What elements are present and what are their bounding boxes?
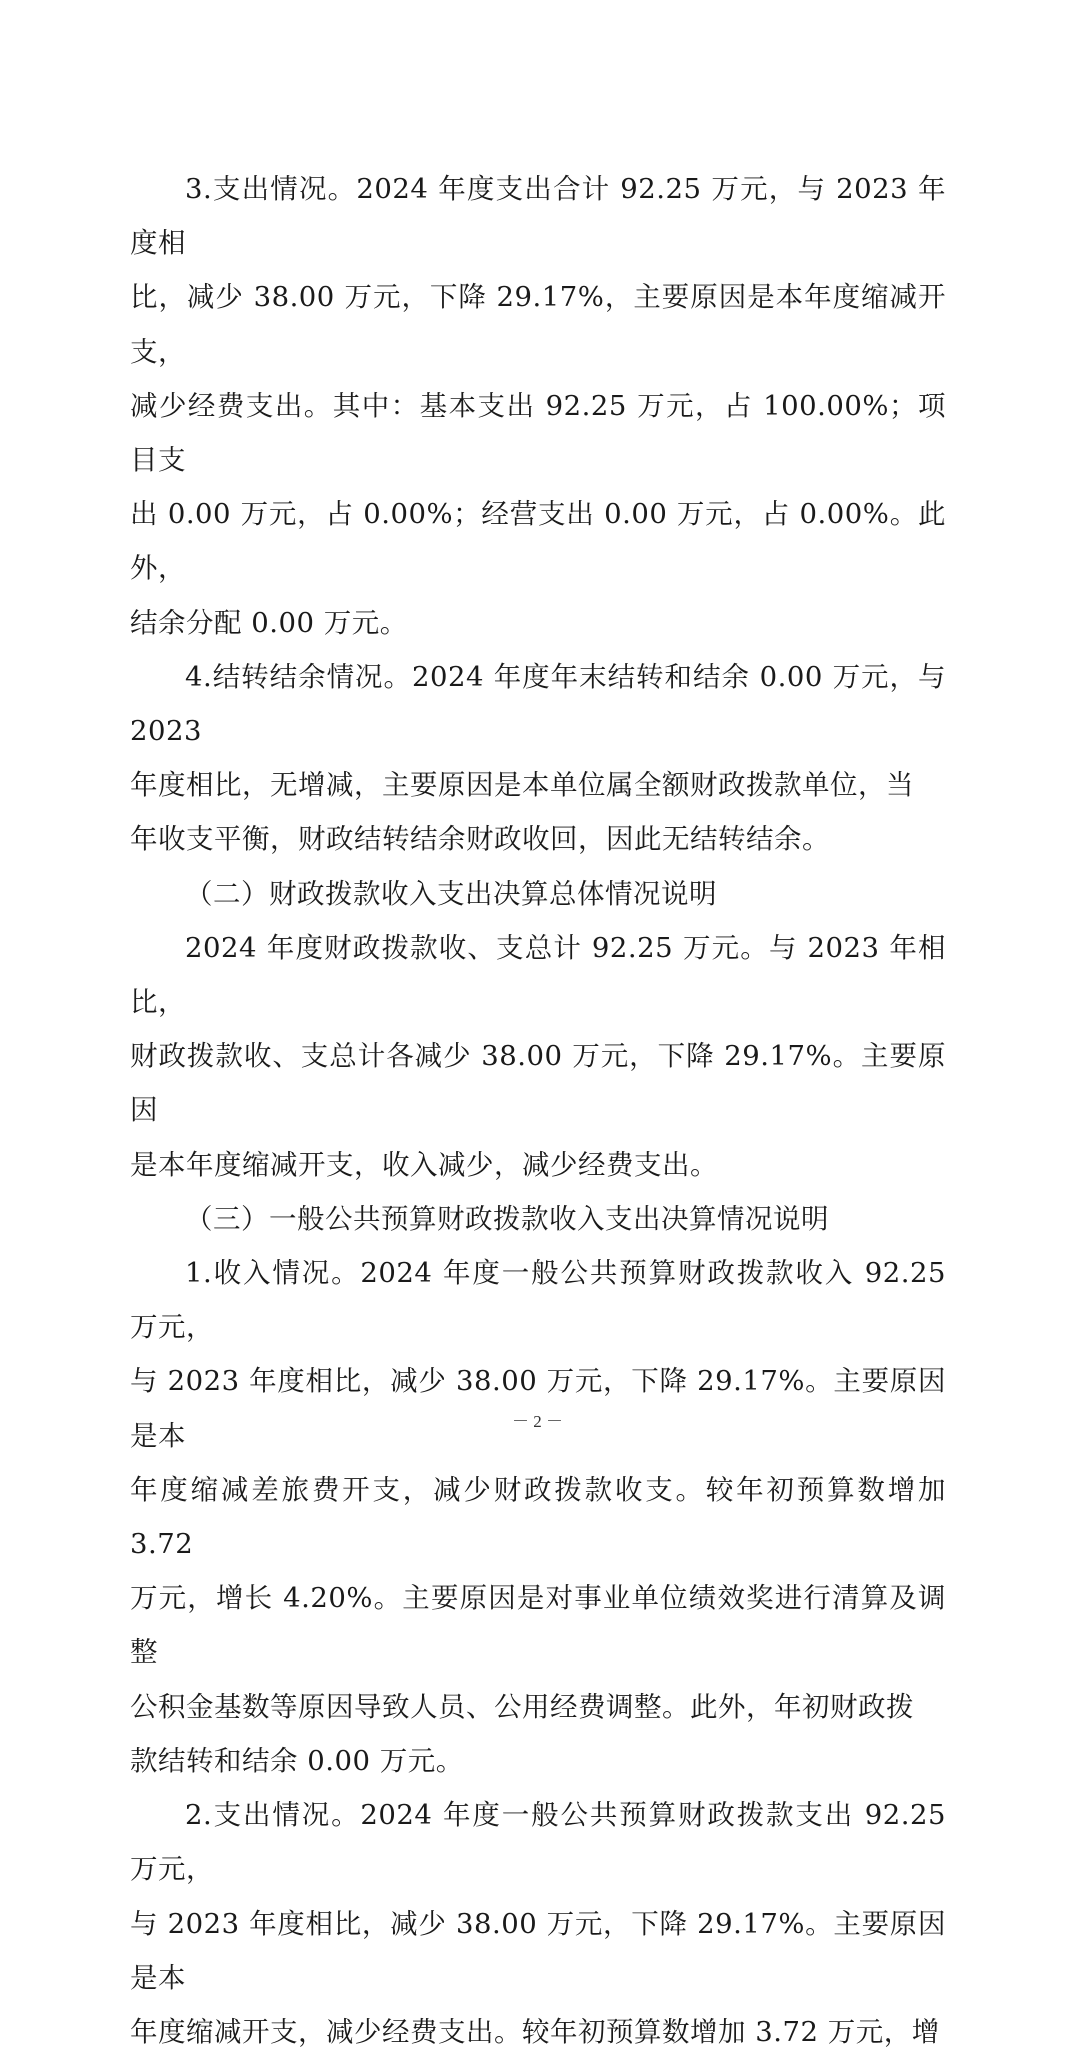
section-heading-2: （二）财政拨款收入支出决算总体情况说明: [185, 877, 717, 910]
document-body: [130, 162, 946, 2059]
paragraph-carryover: 4.结转结余情况。2024 年度年末结转和结余 0.00 万元，与 2023 年度相比，无增减，主要原因是本单位属全额财政拨款单位，当 年收支平衡，财政结转结余财政收回，因此无结转结余。: [130, 660, 946, 856]
page-number: － 2 －: [512, 1412, 563, 1431]
paragraph-fiscal-overview: 2024 年度财政拨款收、支总计 92.25 万元。与 2023 年相比， 财政拨款收、支总计各减少 38.00 万元，下降 29.17%。主要原因 是本年度缩减开支，收入减少，减少经费支出。: [130, 931, 946, 1181]
section-heading-3: （三）一般公共预算财政拨款收入支出决算情况说明: [185, 1202, 829, 1235]
paragraph-income: 1.收入情况。2024 年度一般公共预算财政拨款收入 92.25 万元， 与 2023 年度相比，减少 38.00 万元，下降 29.17%。主要原因是本 年度缩减差旅费开支，减少财政拨款收支。较年初预算数增加 3.72 万元，增长 4.20%。主要原因是对事业单位绩效奖进行清算及调整 公积金基数等原因导致人员、公用经费调整。此外，年初财政拨 款结转和结余 0.00 万元。: [130, 1257, 946, 1777]
paragraph-expenditure: 3.支出情况。2024 年度支出合计 92.25 万元，与 2023 年度相 比，减少 38.00 万元，下降 29.17%，主要原因是本年度缩减开支， 减少经费支出。其中：基本支出 92.25 万元，占 100.00%；项目支 出 0.00 万元，占 0.00%；经营支出 0.00 万元，占 0.00%。此外， 结余分配 0.00 万元。: [130, 173, 946, 639]
paragraph-spending: 2.支出情况。2024 年度一般公共预算财政拨款支出 92.25 万元， 与 2023 年度相比，减少 38.00 万元，下降 29.17%。主要原因是本 年度缩减开支，减少经费支出。较年初预算数增加 3.72 万元，增: [130, 1799, 946, 2048]
